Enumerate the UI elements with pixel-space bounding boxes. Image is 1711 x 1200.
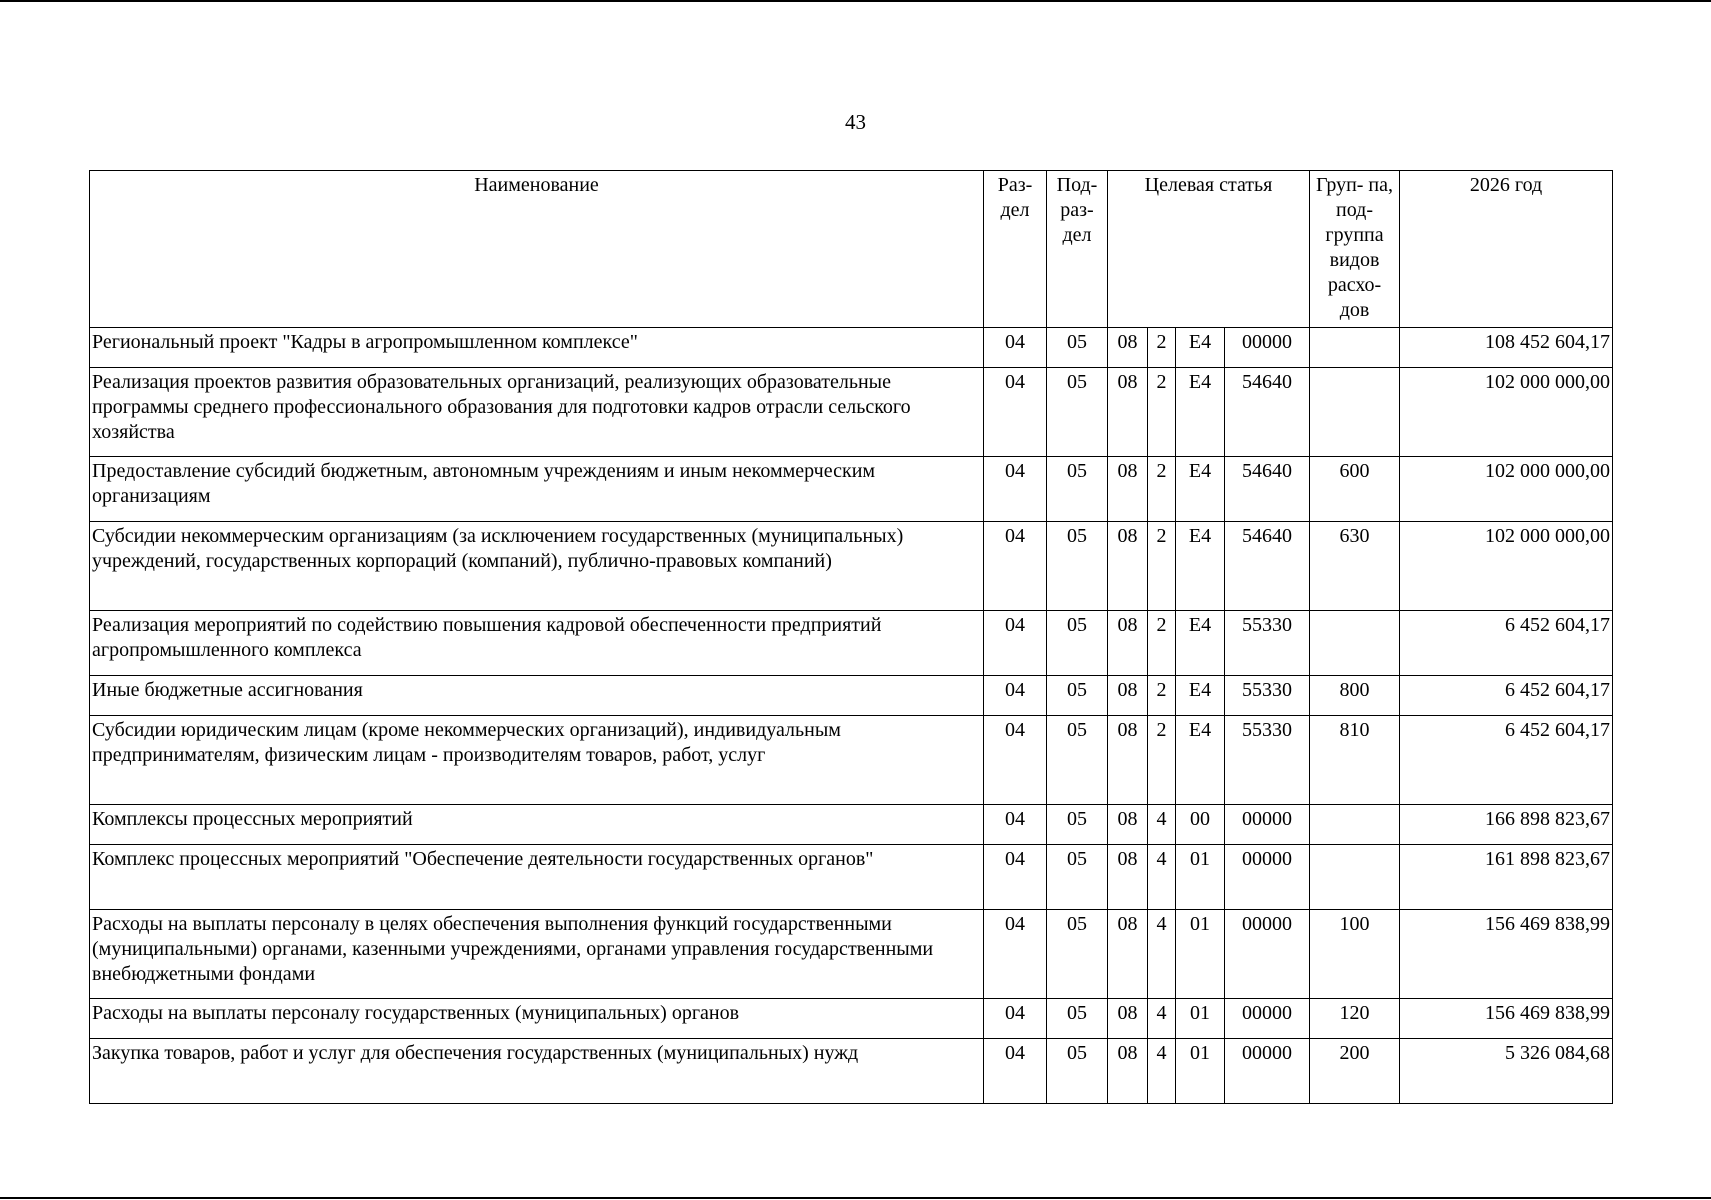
row-name: Расходы на выплаты персоналу государственных (муниципальных) органов <box>90 999 984 1039</box>
row-name: Закупка товаров, работ и услуг для обеспечения государственных (муниципальных) нужд <box>90 1039 984 1104</box>
row-podrazdel: 05 <box>1047 999 1108 1039</box>
row-target-program: 08 <box>1108 910 1148 999</box>
row-name: Реализация проектов развития образовательных организаций, реализующих образовательные программы среднего профессионального образования для подготовки кадров отрасли сельского хозяйства <box>90 368 984 457</box>
row-razdel: 04 <box>984 845 1047 910</box>
row-target-program: 08 <box>1108 522 1148 611</box>
row-amount: 156 469 838,99 <box>1400 999 1613 1039</box>
row-name: Расходы на выплаты персоналу в целях обеспечения выполнения функций государственными (муниципальными) органами, казенными учреждениями, органами управления государственными внебюджетными фондами <box>90 910 984 999</box>
row-target-type: 2 <box>1148 457 1176 522</box>
row-expense-group <box>1310 611 1400 676</box>
top-rule <box>0 0 1711 2</box>
row-amount: 6 452 604,17 <box>1400 676 1613 716</box>
budget-table <box>89 170 1613 1104</box>
row-target-type: 2 <box>1148 368 1176 457</box>
row-target-program: 08 <box>1108 845 1148 910</box>
row-target-project: Е4 <box>1176 368 1225 457</box>
row-target-direction: 55330 <box>1225 676 1310 716</box>
row-razdel: 04 <box>984 805 1047 845</box>
row-name: Субсидии юридическим лицам (кроме некоммерческих организаций), индивидуальным предпринимателям, физическим лицам - производителям товаров, работ, услуг <box>90 716 984 805</box>
row-name: Иные бюджетные ассигнования <box>90 676 984 716</box>
row-target-direction: 54640 <box>1225 457 1310 522</box>
row-target-project: Е4 <box>1176 716 1225 805</box>
row-expense-group <box>1310 845 1400 910</box>
row-target-program: 08 <box>1108 999 1148 1039</box>
table-row <box>90 845 1613 910</box>
row-amount: 102 000 000,00 <box>1400 522 1613 611</box>
row-podrazdel: 05 <box>1047 611 1108 676</box>
table-row <box>90 611 1613 676</box>
row-target-type: 2 <box>1148 716 1176 805</box>
row-razdel: 04 <box>984 1039 1047 1104</box>
header-razdel: Раз- дел <box>984 171 1047 328</box>
row-target-project: Е4 <box>1176 457 1225 522</box>
header-year-2026: 2026 год <box>1400 171 1613 328</box>
row-target-program: 08 <box>1108 457 1148 522</box>
row-target-direction: 00000 <box>1225 910 1310 999</box>
row-target-direction: 55330 <box>1225 716 1310 805</box>
row-razdel: 04 <box>984 676 1047 716</box>
row-target-direction: 55330 <box>1225 611 1310 676</box>
row-target-project: Е4 <box>1176 611 1225 676</box>
row-expense-group: 630 <box>1310 522 1400 611</box>
row-expense-group <box>1310 805 1400 845</box>
table-row <box>90 1039 1613 1104</box>
row-expense-group: 600 <box>1310 457 1400 522</box>
table-row <box>90 805 1613 845</box>
row-expense-group: 100 <box>1310 910 1400 999</box>
row-amount: 5 326 084,68 <box>1400 1039 1613 1104</box>
page-number: 43 <box>845 110 866 134</box>
row-name: Субсидии некоммерческим организациям (за исключением государственных (муниципальных) учреждений, государственных корпораций (компаний), публично-правовых компаний) <box>90 522 984 611</box>
row-target-program: 08 <box>1108 716 1148 805</box>
row-podrazdel: 05 <box>1047 1039 1108 1104</box>
row-name: Комплексы процессных мероприятий <box>90 805 984 845</box>
row-amount: 156 469 838,99 <box>1400 910 1613 999</box>
row-target-direction: 00000 <box>1225 999 1310 1039</box>
row-amount: 6 452 604,17 <box>1400 716 1613 805</box>
row-target-type: 4 <box>1148 910 1176 999</box>
row-target-direction: 54640 <box>1225 368 1310 457</box>
row-target-direction: 00000 <box>1225 328 1310 368</box>
row-target-project: 00 <box>1176 805 1225 845</box>
row-target-program: 08 <box>1108 611 1148 676</box>
header-name: Наименование <box>90 171 984 328</box>
table-row <box>90 676 1613 716</box>
row-amount: 166 898 823,67 <box>1400 805 1613 845</box>
table-row <box>90 716 1613 805</box>
table-row <box>90 999 1613 1039</box>
row-expense-group: 120 <box>1310 999 1400 1039</box>
row-podrazdel: 05 <box>1047 368 1108 457</box>
row-target-type: 2 <box>1148 611 1176 676</box>
row-target-direction: 54640 <box>1225 522 1310 611</box>
row-target-program: 08 <box>1108 1039 1148 1104</box>
row-amount: 102 000 000,00 <box>1400 457 1613 522</box>
header-podrazdel: Под- раз- дел <box>1047 171 1108 328</box>
row-razdel: 04 <box>984 522 1047 611</box>
row-target-program: 08 <box>1108 805 1148 845</box>
row-target-type: 2 <box>1148 328 1176 368</box>
row-target-type: 4 <box>1148 1039 1176 1104</box>
row-target-project: 01 <box>1176 1039 1225 1104</box>
bottom-rule <box>0 1197 1711 1199</box>
row-target-program: 08 <box>1108 368 1148 457</box>
row-expense-group <box>1310 328 1400 368</box>
row-razdel: 04 <box>984 716 1047 805</box>
row-podrazdel: 05 <box>1047 457 1108 522</box>
row-expense-group <box>1310 368 1400 457</box>
row-podrazdel: 05 <box>1047 910 1108 999</box>
table-header-row <box>90 171 1613 328</box>
row-target-project: Е4 <box>1176 676 1225 716</box>
table-row <box>90 522 1613 611</box>
row-target-direction: 00000 <box>1225 805 1310 845</box>
row-amount: 102 000 000,00 <box>1400 368 1613 457</box>
header-target-article: Целевая статья <box>1108 171 1310 328</box>
row-razdel: 04 <box>984 910 1047 999</box>
row-name: Предоставление субсидий бюджетным, автономным учреждениям и иным некоммерческим организациям <box>90 457 984 522</box>
row-target-project: Е4 <box>1176 522 1225 611</box>
row-target-direction: 00000 <box>1225 1039 1310 1104</box>
table-body <box>90 328 1613 1104</box>
row-target-type: 4 <box>1148 999 1176 1039</box>
row-razdel: 04 <box>984 999 1047 1039</box>
row-target-project: Е4 <box>1176 328 1225 368</box>
table-row <box>90 910 1613 999</box>
row-name: Комплекс процессных мероприятий "Обеспечение деятельности государственных органов" <box>90 845 984 910</box>
row-razdel: 04 <box>984 368 1047 457</box>
row-target-direction: 00000 <box>1225 845 1310 910</box>
row-podrazdel: 05 <box>1047 676 1108 716</box>
row-target-type: 2 <box>1148 522 1176 611</box>
row-expense-group: 810 <box>1310 716 1400 805</box>
row-amount: 161 898 823,67 <box>1400 845 1613 910</box>
row-razdel: 04 <box>984 611 1047 676</box>
row-name: Реализация мероприятий по содействию повышения кадровой обеспеченности предприятий агропромышленного комплекса <box>90 611 984 676</box>
row-target-type: 2 <box>1148 676 1176 716</box>
table-row <box>90 457 1613 522</box>
row-expense-group: 200 <box>1310 1039 1400 1104</box>
row-target-project: 01 <box>1176 999 1225 1039</box>
row-razdel: 04 <box>984 328 1047 368</box>
row-podrazdel: 05 <box>1047 716 1108 805</box>
row-expense-group: 800 <box>1310 676 1400 716</box>
row-target-type: 4 <box>1148 805 1176 845</box>
row-name: Региональный проект "Кадры в агропромышленном комплексе" <box>90 328 984 368</box>
row-target-type: 4 <box>1148 845 1176 910</box>
row-amount: 108 452 604,17 <box>1400 328 1613 368</box>
table-row <box>90 368 1613 457</box>
row-amount: 6 452 604,17 <box>1400 611 1613 676</box>
row-target-project: 01 <box>1176 845 1225 910</box>
row-target-program: 08 <box>1108 676 1148 716</box>
row-podrazdel: 05 <box>1047 805 1108 845</box>
row-podrazdel: 05 <box>1047 328 1108 368</box>
row-podrazdel: 05 <box>1047 522 1108 611</box>
table-row <box>90 328 1613 368</box>
row-target-program: 08 <box>1108 328 1148 368</box>
row-podrazdel: 05 <box>1047 845 1108 910</box>
row-target-project: 01 <box>1176 910 1225 999</box>
header-expense-group: Груп- па, под- группа видов расхо- дов <box>1310 171 1400 328</box>
row-razdel: 04 <box>984 457 1047 522</box>
